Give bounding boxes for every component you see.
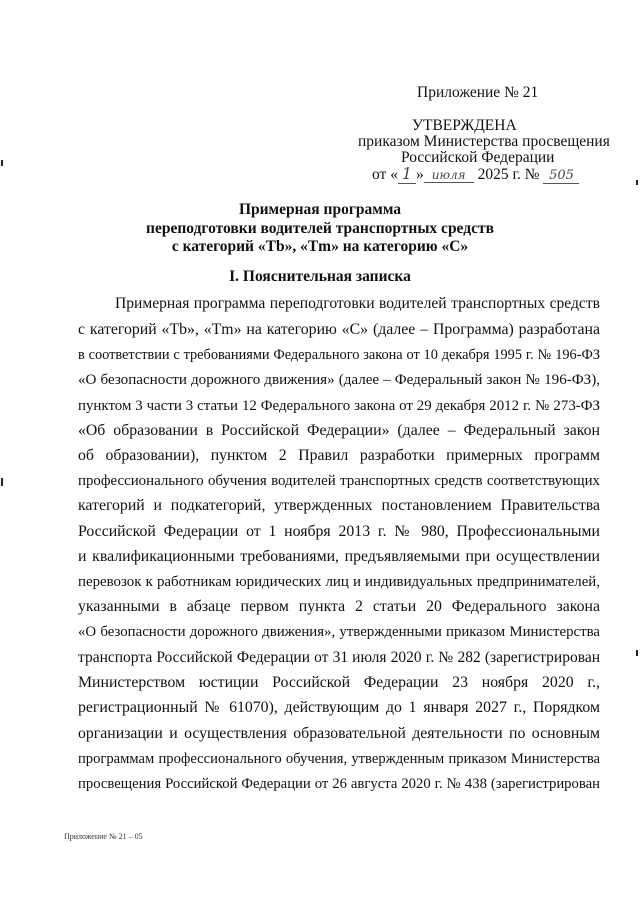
date-mid: »	[415, 166, 424, 183]
program-title-line-3: с категорий «Tb», «Tm» на категорию «C»	[171, 238, 469, 255]
section-heading: I. Пояснительная записка	[229, 268, 411, 285]
body-line: просвещения Российской Федерации от 26 августа 2020 г. № 438 (зарегистрирован	[78, 776, 600, 792]
order-number-handwritten: 505	[543, 168, 579, 184]
body-line: об образовании), пунктом 2 Правил разработки примерных программ	[78, 447, 600, 464]
body-line: «Об образовании в Российской Федерации» (далее – Федеральный закон	[78, 422, 600, 439]
body-line: профессионального обучения водителей транспортных средств соответствующих	[78, 473, 600, 489]
date-year-part: 2025 г. №	[477, 166, 540, 183]
program-title-line-2: переподготовки водителей транспортных средств	[146, 220, 494, 237]
body-line: Министерством юстиции Российской Федерации 23 ноября 2020 г.,	[78, 674, 600, 691]
body-line: программам профессионального обучения, утвержденным приказом Министерства	[78, 751, 600, 767]
body-line: Российской Федерации от 1 ноября 2013 г. № 980, Профессиональными	[78, 523, 600, 540]
date-day-handwritten: 1	[398, 165, 416, 184]
body-line: Примерная программа переподготовки водителей транспортных средств	[115, 295, 600, 312]
scan-edge-right	[636, 650, 638, 656]
body-line: категорий и подкатегорий, утвержденных постановлением Правительства	[78, 497, 600, 514]
page-footer: Приложение № 21 – 05	[64, 832, 143, 841]
order-date-line	[372, 165, 579, 184]
body-line: с категорий «Tb», «Tm» на категорию «C» (далее – Программа) разработана	[78, 321, 600, 338]
body-line: указанными в абзаце первом пункта 2 статьи 20 Федерального закона	[78, 598, 600, 615]
scan-edge-left	[1, 478, 3, 486]
body-line: регистрационный № 61070), действующим до 1 января 2027 г., Порядком	[78, 699, 600, 716]
date-month-handwritten: июля	[424, 168, 474, 183]
order-line-1: приказом Министерства просвещения	[358, 133, 610, 150]
scan-edge-left	[1, 160, 3, 166]
body-line: транспорта Российской Федерации от 31 июля 2020 г. № 282 (зарегистрирован	[78, 649, 600, 666]
body-line: «О безопасности дорожного движения» (далее – Федеральный закон № 196-ФЗ),	[78, 372, 600, 388]
body-line: организации и осуществления образовательной деятельности по основным	[78, 725, 600, 742]
appendix-label: Приложение № 21	[417, 84, 539, 101]
scan-edge-right	[636, 180, 638, 185]
body-line: в соответствии с требованиями Федерального закона от 10 декабря 1995 г. № 196-ФЗ	[78, 347, 600, 363]
order-line-2: Российской Федерации	[401, 149, 555, 166]
body-line: пунктом 3 части 3 статьи 12 Федерального закона от 29 декабря 2012 г. № 273-ФЗ	[78, 398, 600, 414]
body-line: перевозок к работникам юридических лиц и индивидуальных предпринимателей,	[78, 574, 600, 590]
body-line: «О безопасности дорожного движения», утвержденными приказом Министерства	[78, 624, 600, 640]
approved-label: УТВЕРЖДЕНА	[412, 117, 517, 134]
date-prefix: от «	[372, 166, 398, 183]
body-line: и квалификационными требованиями, предъявляемыми при осуществлении	[78, 548, 600, 565]
program-title-line-1: Примерная программа	[238, 201, 402, 218]
